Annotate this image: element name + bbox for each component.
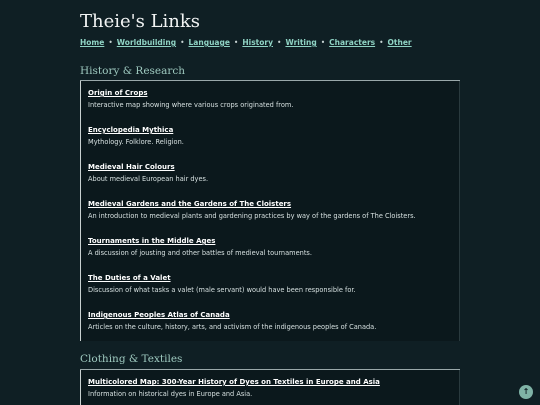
nav-separator: • [379,38,384,47]
link-description: A discussion of jousting and other battles of medieval tournaments. [88,249,312,257]
link-title[interactable]: Origin of Crops [88,89,148,97]
link-description: Information on historical dyes in Europe and Asia. [88,390,253,398]
link-title[interactable]: Medieval Hair Colours [88,163,175,171]
section-box-clothing-textiles [80,370,460,405]
link-entry [88,274,356,294]
nav-history[interactable]: History [242,38,273,47]
link-entry [88,89,293,109]
arrow-up-icon[interactable]: ↑ [519,385,533,399]
nav-writing[interactable]: Writing [285,38,317,47]
nav-separator: • [320,38,326,47]
site-title: Theie's Links [80,11,201,32]
link-description: Mythology. Folklore. Religion. [88,138,184,146]
nav-other[interactable]: Other [387,38,412,47]
link-title[interactable]: The Duties of a Valet [88,274,171,282]
nav-separator: • [108,38,113,47]
nav-home[interactable]: Home [80,38,105,47]
link-description: About medieval European hair dyes. [88,175,209,183]
link-description: Discussion of what tasks a valet (male servant) would have been responsible for. [88,286,356,294]
section-title-clothing-textiles: Clothing & Textiles [80,353,183,365]
link-entry [88,311,376,331]
link-title[interactable]: Medieval Gardens and the Gardens of The Cloisters [88,200,292,208]
nav-separator: • [180,38,185,47]
link-title[interactable]: Tournaments in the Middle Ages [88,237,216,245]
link-entry [88,378,380,398]
nav-characters[interactable]: Characters [329,38,376,47]
link-title[interactable]: Encyclopedia Mythica [88,126,174,134]
nav-separator: • [233,38,239,47]
main-nav [80,38,412,47]
link-entry [88,237,312,257]
nav-separator: • [277,38,282,47]
section-box-history-research [80,81,460,341]
link-description: Articles on the culture, history, arts, and activism of the indigenous peoples of Canada. [88,323,377,331]
link-title[interactable]: Indigenous Peoples Atlas of Canada [88,311,230,319]
link-entry [88,163,208,183]
nav-worldbuilding[interactable]: Worldbuilding [116,38,177,47]
nav-language[interactable]: Language [188,38,230,47]
link-title[interactable]: Multicolored Map: 300-Year History of Dyes on Textiles in Europe and Asia [88,378,380,386]
link-entry [88,126,184,146]
section-title-history-research: History & Research [80,65,186,77]
link-description: Interactive map showing where various crops originated from. [88,101,294,109]
link-description: An introduction to medieval plants and gardening practices by way of the gardens of The Cloisters. [88,212,416,220]
link-entry [88,200,416,220]
